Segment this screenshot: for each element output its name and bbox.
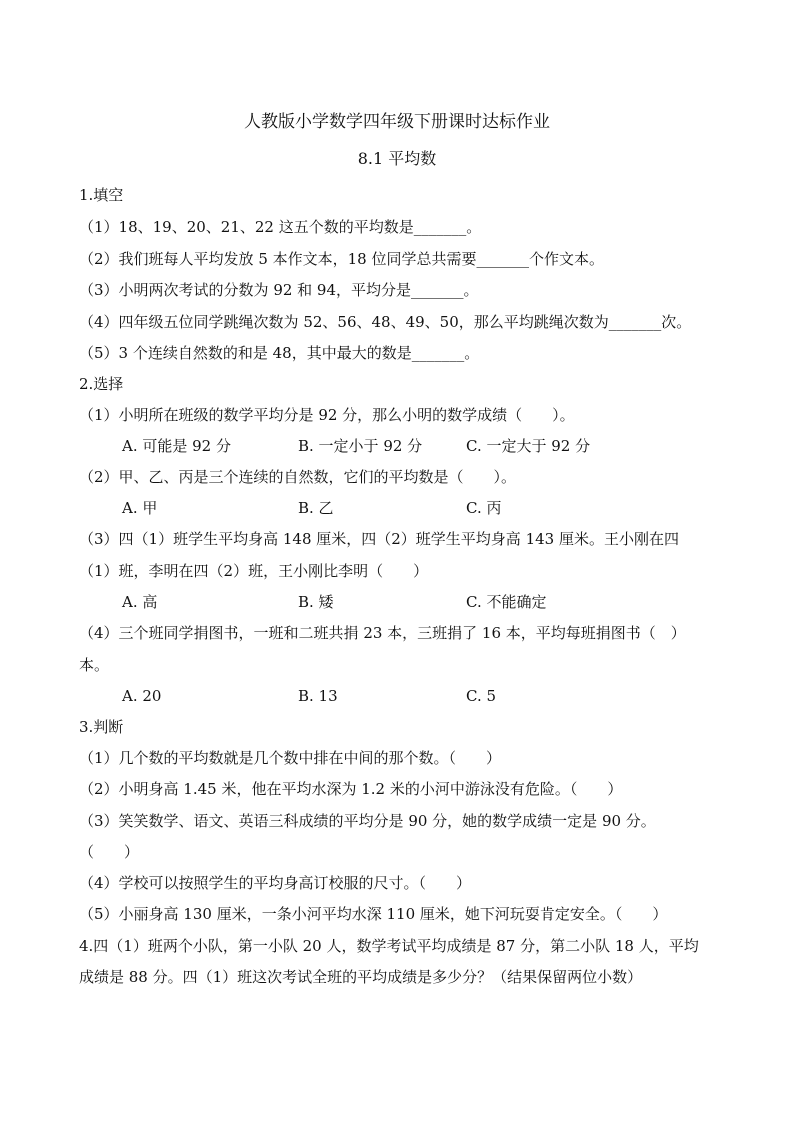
s2-question-2: （2）甲、乙、丙是三个连续的自然数，它们的平均数是（ ）。 bbox=[79, 468, 517, 486]
s1-question-1: （1）18、19、20、21、22 这五个数的平均数是_______。 bbox=[79, 218, 482, 236]
s2-q1-option-c: C. 一定大于 92 分 bbox=[466, 437, 591, 455]
section-1-heading: 1.填空 bbox=[79, 186, 124, 204]
s2-q3-option-a: A. 高 bbox=[122, 593, 158, 611]
s2-q1-option-a: A. 可能是 92 分 bbox=[122, 437, 231, 455]
s3-question-2: （2）小明身高 1.45 米，他在平均水深为 1.2 米的小河中游泳没有危险。（ ） bbox=[79, 780, 623, 798]
s1-question-2: （2）我们班每人平均发放 5 本作文本，18 位同学总共需要_______个作文本。 bbox=[79, 250, 604, 268]
s1-question-4: （4）四年级五位同学跳绳次数为 52、56、48、49、50，那么平均跳绳次数为_______次。 bbox=[79, 313, 692, 331]
s3-question-1: （1）几个数的平均数就是几个数中排在中间的那个数。（ ） bbox=[79, 749, 502, 767]
s2-question-3-line-1: （3）四（1）班学生平均身高 148 厘米，四（2）班学生平均身高 143 厘米。王小刚在四 bbox=[79, 530, 679, 548]
s2-q3-option-b: B. 矮 bbox=[298, 593, 334, 611]
section-2-heading: 2.选择 bbox=[79, 375, 124, 393]
s3-question-3-line-1: （3）笑笑数学、语文、英语三科成绩的平均分是 90 分，她的数学成绩一定是 90 分。 bbox=[79, 812, 656, 830]
s1-question-3: （3）小明两次考试的分数为 92 和 94，平均分是_______。 bbox=[79, 281, 479, 299]
s2-q4-option-c: C. 5 bbox=[466, 687, 497, 705]
s2-q3-option-c: C. 不能确定 bbox=[466, 593, 547, 611]
s2-q2-option-b: B. 乙 bbox=[298, 499, 334, 517]
s4-question-line-1: 4.四（1）班两个小队，第一小队 20 人，数学考试平均成绩是 87 分，第二小队 18 人，平均 bbox=[79, 937, 699, 955]
s2-q1-option-b: B. 一定小于 92 分 bbox=[298, 437, 423, 455]
s3-question-4: （4）学校可以按照学生的平均身高订校服的尺寸。（ ） bbox=[79, 874, 472, 892]
s2-question-4-line-1: （4）三个班同学捐图书，一班和二班共捐 23 本，三班捐了 16 本，平均每班捐图书（ ） bbox=[79, 624, 686, 642]
s2-question-1: （1）小明所在班级的数学平均分是 92 分，那么小明的数学成绩（ ）。 bbox=[79, 406, 575, 424]
s2-question-4-line-2: 本。 bbox=[79, 656, 110, 674]
document-title: 人教版小学数学四年级下册课时达标作业 bbox=[244, 112, 550, 132]
s1-question-5: （5）3 个连续自然数的和是 48，其中最大的数是_______。 bbox=[79, 344, 480, 362]
s2-q4-option-a: A. 20 bbox=[122, 687, 162, 705]
document-subtitle: 8.1 平均数 bbox=[357, 149, 437, 168]
s2-q2-option-a: A. 甲 bbox=[122, 499, 158, 517]
s2-question-3-line-2: （1）班，李明在四（2）班，王小刚比李明（ ） bbox=[79, 562, 429, 580]
s2-q2-option-c: C. 丙 bbox=[466, 499, 502, 517]
section-3-heading: 3.判断 bbox=[79, 718, 124, 736]
s4-question-line-2: 成绩是 88 分。四（1）班这次考试全班的平均成绩是多少分？（结果保留两位小数） bbox=[79, 968, 643, 986]
s3-question-3-line-2: （ ） bbox=[79, 843, 140, 861]
s3-question-5: （5）小丽身高 130 厘米，一条小河平均水深 110 厘米，她下河玩耍肯定安全。（ ） bbox=[79, 905, 668, 923]
s2-q4-option-b: B. 13 bbox=[298, 687, 338, 705]
